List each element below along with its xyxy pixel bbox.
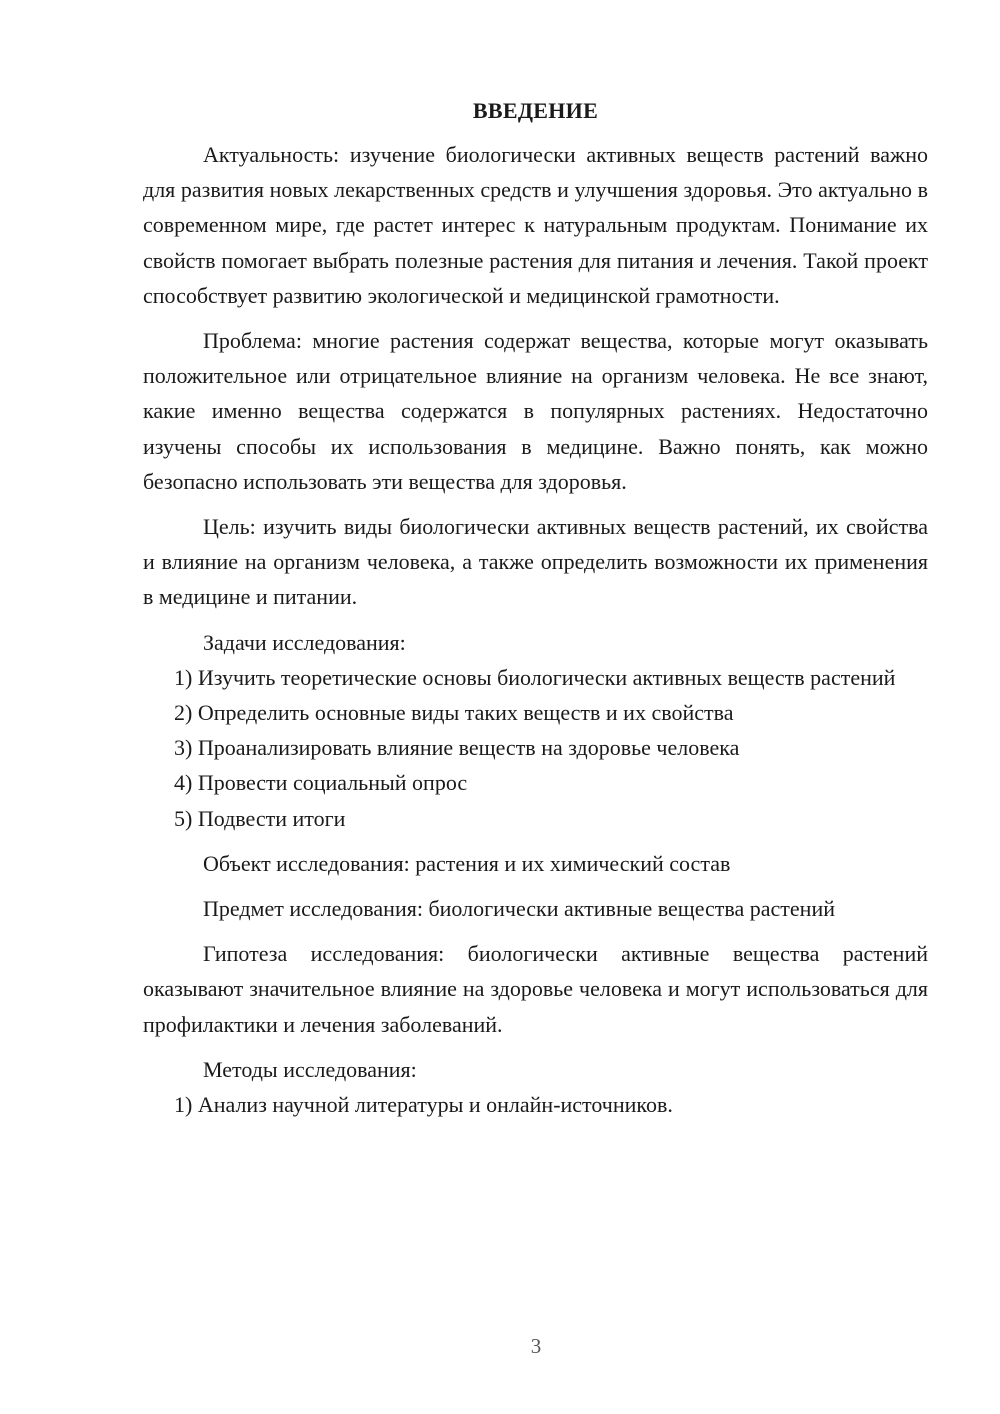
tasks-heading: Задачи исследования:: [203, 629, 406, 655]
object-paragraph: Объект исследования: растения и их химический состав: [203, 850, 731, 876]
page-title: ВВЕДЕНИЕ: [472, 98, 599, 123]
task-item-2: 2) Определить основные виды таких веществ и их свойства: [174, 700, 734, 726]
relevance-paragraph: Актуальность: изучение биологически активных веществ растений важно для развития новых лекарственных средств и улучшения здоровья. Это актуально в современном мире, где растет интерес к натуральным продуктам. Понимание их свойств помогает выбрать полезные растения для питания и лечения. Такой проект способствует развитию экологической и медицинской грамотности.: [143, 142, 928, 308]
subject-paragraph: Предмет исследования: биологически активные вещества растений: [203, 896, 836, 922]
problem-paragraph: Проблема: многие растения содержат вещества, которые могут оказывать положительное или отрицательное влияние на организм человека. Не все знают, какие именно вещества содержатся в популярных растениях. Недостаточно изучены способы их использования в медицине. Важно понять, как можно безопасно использовать эти вещества для здоровья.: [143, 328, 928, 494]
goal-paragraph: Цель: изучить виды биологически активных веществ растений, их свойства и влияние на организм человека, а также определить возможности их применения в медицине и питании.: [143, 514, 928, 610]
task-item-4: 4) Провести социальный опрос: [174, 770, 468, 796]
page-number: 3: [530, 1334, 542, 1358]
task-item-1: 1) Изучить теоретические основы биологически активных веществ растений: [174, 664, 896, 690]
methods-heading: Методы исследования:: [203, 1056, 417, 1082]
task-item-5: 5) Подвести итоги: [174, 805, 346, 831]
task-item-3: 3) Проанализировать влияние веществ на здоровье человека: [174, 735, 740, 761]
hypothesis-paragraph: Гипотеза исследования: биологически активные вещества растений оказывают значительное влияние на здоровье человека и могут использоваться для профилактики и лечения заболеваний.: [143, 941, 928, 1037]
document-page: [143, 95, 928, 1122]
method-item-1: 1) Анализ научной литературы и онлайн-источников.: [174, 1092, 673, 1118]
